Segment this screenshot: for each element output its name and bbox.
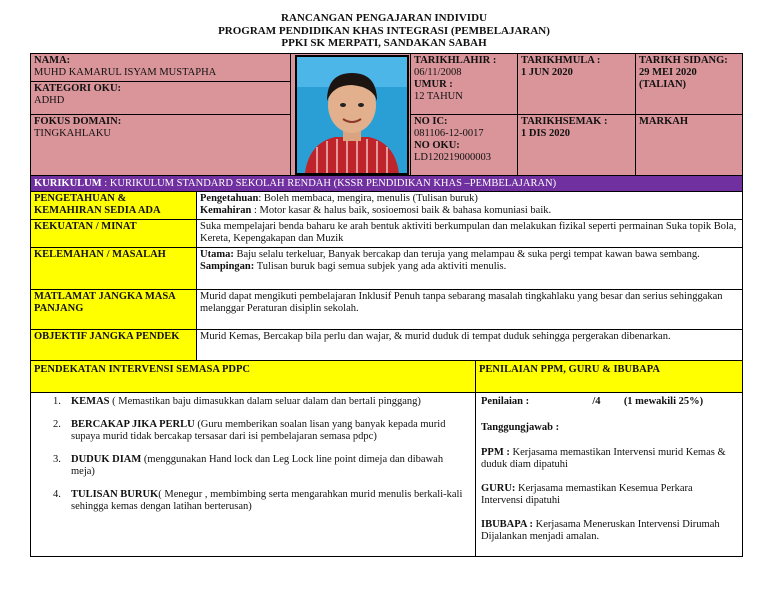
no-ic-cell [410, 114, 518, 176]
item-text: (menggunakan Hand lock dan Leg Lock line point dimeja dan dibawah meja) [71, 454, 444, 478]
tarikh-lahir-cell [410, 53, 518, 115]
sampingan-text: Tulisan buruk bagi semua subjek yang ada aktiviti menulis. [254, 261, 507, 273]
tarikh-sidang-cell [635, 53, 743, 115]
student-photo [295, 55, 409, 175]
penilaian-body [475, 392, 743, 557]
student-portrait-image [297, 57, 407, 173]
kurikulum-value: : KURIKULUM STANDARD SEKOLAH RENDAH (KSSR PENDIDIKAN KHAS –PEMBELAJARAN) [101, 178, 557, 189]
ppm-text: Kerjasama memastikan Intervensi murid Kemas & duduk diam dipatuhi [481, 447, 726, 471]
matlamat-label: MATLAMAT JANGKA MASA PANJANG [34, 291, 176, 315]
fokus-domain-cell [30, 114, 291, 176]
kurikulum-bar [30, 175, 743, 192]
tarikhsemak-label: TARIKHSEMAK : [521, 116, 608, 127]
item-text: ( Menegur , membimbing serta mengarahkan murid menulis berkali-kali sehingga kemas dengan latihan berterusan) [71, 489, 463, 513]
kategori-label: KATEGORI OKU: [34, 83, 122, 94]
umur-label: UMUR : [414, 79, 453, 91]
kelemahan-value-cell [196, 247, 743, 290]
nama-value: MUHD KAMARUL ISYAM MUSTAPHA [34, 67, 217, 79]
kelemahan-label-cell [30, 247, 197, 290]
penilaian-header [475, 360, 743, 393]
penilaian-score: /4 [592, 396, 601, 407]
pengetahuan-value-cell [196, 191, 743, 220]
nama-label: NAMA: [34, 55, 71, 66]
item-number: 3. [53, 454, 61, 466]
objektif-text: Murid Kemas, Bercakap bila perlu dan wajar, & murid duduk di tempat duduk sehingga pergerakan dibenarkan. [200, 331, 671, 342]
markah-label: MARKAH [639, 116, 688, 127]
nama-kategori-cell [30, 53, 291, 115]
item-number: 1. [53, 396, 61, 407]
pengetahuan-key: Pengetahuan [200, 193, 259, 204]
utama-key: Utama: [200, 249, 234, 260]
matlamat-value-cell [196, 289, 743, 330]
ibubapa-text: Kerjasama Meneruskan Intervensi Dirumah Dijalankan menjadi amalan. [481, 519, 720, 543]
noic-value: 081106-12-0017 [414, 128, 484, 140]
matlamat-label-cell [30, 289, 197, 330]
item-number: 2. [53, 419, 61, 431]
noic-label: NO IC: [414, 116, 448, 127]
kelemahan-label: KELEMAHAN / MASALAH [34, 249, 166, 260]
penilaian-line [481, 396, 737, 408]
sidang-label: TARIKH SIDANG: [639, 55, 728, 66]
pendekatan-title: PENDEKATAN INTERVENSI SEMASA PDPC [34, 364, 250, 375]
objektif-label-cell [30, 329, 197, 361]
kategori-value: ADHD [34, 95, 65, 107]
item-title: DUDUK DIAM [71, 454, 142, 466]
sidang-value: 29 MEI 2020 [639, 67, 697, 79]
pengetahuan-label-cell [30, 191, 197, 220]
fokus-value: TINGKAHLAKU [34, 128, 111, 140]
kemahiran-text: : Motor kasar & halus baik, sosioemosi baik & bahasa komuniasi baik. [251, 205, 552, 217]
markah-cell [635, 114, 743, 176]
objektif-label: OBJEKTIF JANGKA PENDEK [34, 331, 180, 342]
document-header [0, 12, 768, 50]
guru-text: Kerjasama memastikan Kesemua Perkara Intervensi dipatuhi [481, 483, 693, 507]
intervention-item-tulisan [53, 489, 469, 513]
guru-label: GURU: [481, 483, 516, 495]
nooku-label: NO OKU: [414, 140, 460, 152]
objektif-value-cell [196, 329, 743, 361]
item-title: BERCAKAP JIKA PERLU [71, 419, 195, 431]
tarikhmula-label: TARIKHMULA : [521, 55, 601, 66]
kemahiran-key: Kemahiran [200, 205, 252, 217]
sampingan-key: Sampingan: [200, 261, 255, 273]
item-title: TULISAN BURUK [71, 489, 159, 501]
intervention-item-duduk-diam [53, 454, 469, 478]
item-text: (Guru memberikan soalan lisan yang banyak kepada murid supaya murid tidak bercakap tersasar dari isi pembelajaran semasa pdpc) [71, 419, 446, 443]
tarikh-mula-cell [517, 53, 636, 115]
tarikh-semak-cell [517, 114, 636, 176]
penilaian-label: Penilaian : [481, 396, 530, 407]
kekuatan-value-cell [196, 219, 743, 248]
header-title-3: PPKI SK MERPATI, SANDAKAN SABAH [281, 37, 487, 49]
penilaian-note: (1 mewakili 25%) [623, 396, 704, 407]
matlamat-text: Murid dapat mengikuti pembelajaran Inklusif Penuh tanpa sebarang masalah tingkahlaku yang besar dan serius sehinggakan melanggar Peraturan disiplin sekolah. [200, 291, 723, 315]
intervention-list [53, 396, 469, 524]
penilaian-title: PENILAIAN PPM, GURU & IBUBAPA [479, 364, 660, 375]
ppm-label: PPM : [481, 447, 510, 459]
nooku-value: LD120219000003 [414, 152, 491, 164]
pendekatan-body [30, 392, 476, 557]
pengetahuan-label: PENGETAHUAN & KEMAHIRAN SEDIA ADA [34, 193, 161, 217]
pengetahuan-text: : Boleh membaca, mengira, menulis (Tulisan buruk) [258, 193, 478, 204]
sidang-note: (TALIAN) [639, 79, 687, 91]
intervention-item-bercakap [53, 419, 469, 443]
kurikulum-label: KURIKULUM [34, 178, 102, 189]
umur-value: 12 TAHUN [414, 91, 463, 103]
intervention-item-kemas [53, 396, 469, 408]
header-title-1: RANCANGAN PENGAJARAN INDIVIDU [281, 12, 487, 24]
tarikhsemak-value: 1 DIS 2020 [521, 128, 571, 140]
kekuatan-label: KEKUATAN / MINAT [34, 221, 137, 232]
item-text: ( Memastikan baju dimasukkan dalam seluar dalam dan bertali pinggang) [109, 396, 421, 407]
pendekatan-header [30, 360, 476, 393]
utama-text: Baju selalu terkeluar, Banyak bercakap dan teruja yang melampau & suka pergi tempat kawan bawa sembang. [233, 249, 700, 260]
tarikhlahir-label: TARIKHLAHIR : [414, 55, 497, 66]
item-title: KEMAS [71, 396, 110, 407]
item-number: 4. [53, 489, 61, 501]
kekuatan-label-cell [30, 219, 197, 248]
tarikhmula-value: 1 JUN 2020 [521, 67, 573, 79]
tanggungjawab-label: Tanggungjawab : [481, 422, 560, 434]
header-title-2: PROGRAM PENDIDIKAN KHAS INTEGRASI (PEMBELAJARAN) [218, 24, 550, 37]
fokus-label: FOKUS DOMAIN: [34, 116, 122, 127]
ibubapa-label: IBUBAPA : [481, 519, 534, 531]
tarikhlahir-value: 06/11/2008 [414, 67, 462, 79]
kekuatan-text: Suka mempelajari benda baharu ke arah bentuk aktiviti berkumpulan dan melakukan fizikal seperti permainan Suka topik Bola, Kereta, Kepengakapan dan Muzik [200, 221, 737, 245]
